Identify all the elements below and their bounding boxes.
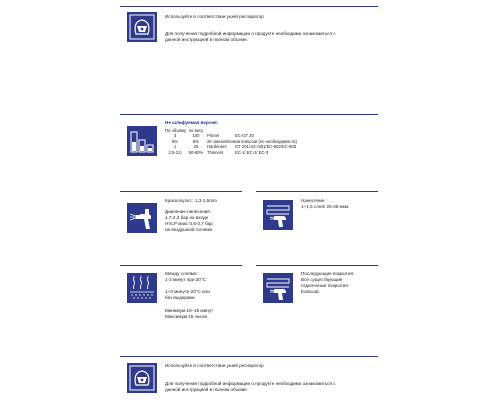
topcoat-icon (263, 273, 293, 303)
cell-product: GT 201/ EC-801/EC-802/EC-803 (235, 144, 297, 150)
section-rule-4a (120, 265, 242, 266)
cell-product: EC-GT 20 (235, 133, 254, 139)
cell-vol: 8% (171, 138, 179, 144)
flash-off-icon (127, 273, 157, 303)
pressure-line-1: Давление нанесения : (165, 209, 213, 214)
application-line-1: Нанесение : (301, 198, 328, 203)
cell-product: EC-1/ EC-2/ EC-3 (235, 149, 269, 155)
pressure-line-3: HVLP макс 0,6-0,7 бар (165, 221, 213, 226)
flash-line-1: Между слоями : (165, 271, 200, 276)
section-rule-2 (120, 114, 378, 115)
cell-wt: 100 (192, 133, 200, 139)
cell-name: 2K эмалей/лаков Easicoat (по необходимости) (207, 138, 297, 144)
flash-line-4: 1~3 минуте 20°C или (165, 289, 210, 294)
respirator-icon (127, 363, 157, 393)
spray-gun-icon (127, 203, 157, 233)
cell-name: Primer (207, 133, 220, 139)
respirator-icon (127, 12, 157, 42)
cell-vol: 1 (173, 144, 177, 150)
section1-body-line-2: данной инструкцией в полном объеме. (165, 37, 248, 42)
section2-title: Не шлифуемая версия: (165, 120, 219, 125)
col-header-volume: По объему (165, 128, 187, 133)
nozzle-size-text: Краскопульт : 1,3-1,5mm (165, 198, 217, 203)
section1-heading: Используйте в соответствии ушей респиратор (165, 14, 264, 19)
topcoat-line-4: Easicoat. (301, 289, 320, 294)
cell-vol: 3 (173, 133, 177, 139)
cell-name: Thinners (207, 149, 224, 155)
col-header-weight: по весу (188, 128, 204, 133)
cell-wt: 8% (192, 138, 200, 144)
cell-name: Hardeners (207, 144, 227, 150)
topcoat-line-1: Последующие покрытия: (301, 271, 355, 276)
section-rule-3b (256, 191, 378, 192)
section-rule-5 (120, 356, 378, 357)
table-row (165, 150, 315, 155)
section5-body-line-1: Для получения подробной информации о продукте необходимо ознакомиться с (165, 381, 336, 386)
pressure-line-4: на воздушной головке (165, 227, 213, 232)
flash-line-8: Максимум 15 часов (165, 314, 207, 319)
section-rule-4b (256, 265, 378, 266)
spray-layers-icon (263, 200, 293, 230)
mix-ratio-bars-icon (127, 126, 157, 156)
cell-wt: 25 (193, 144, 199, 150)
section1-body-line-1: Для получения подробной информации о продукте необходимо ознакомиться с (165, 31, 336, 36)
section5-heading: Используйте в соответствии ушей респиратор (165, 363, 264, 368)
mix-ratio-table (165, 128, 315, 155)
topcoat-line-3: отделочные покрытия (301, 283, 348, 288)
topcoat-line-2: Все существующие (301, 277, 343, 282)
section-rule-3a (120, 191, 242, 192)
pressure-line-2: 1,7-2,2 бар на входе (165, 215, 209, 220)
cell-vol: 2,5-3,0 (168, 149, 182, 155)
flash-line-2: 1-3 минут при 20°C (165, 277, 207, 282)
flash-line-7: Минимум 10–15 минут (165, 308, 214, 313)
flash-line-5: без выдержки (165, 295, 195, 300)
section5-body-line-2: данной инструкцией в полном объеме. (165, 387, 248, 392)
application-line-2: 1~1,5 слоя/ 25-35 мкм. (301, 204, 350, 209)
section-rule-1 (120, 6, 378, 7)
cell-wt: 50-60% (188, 149, 204, 155)
